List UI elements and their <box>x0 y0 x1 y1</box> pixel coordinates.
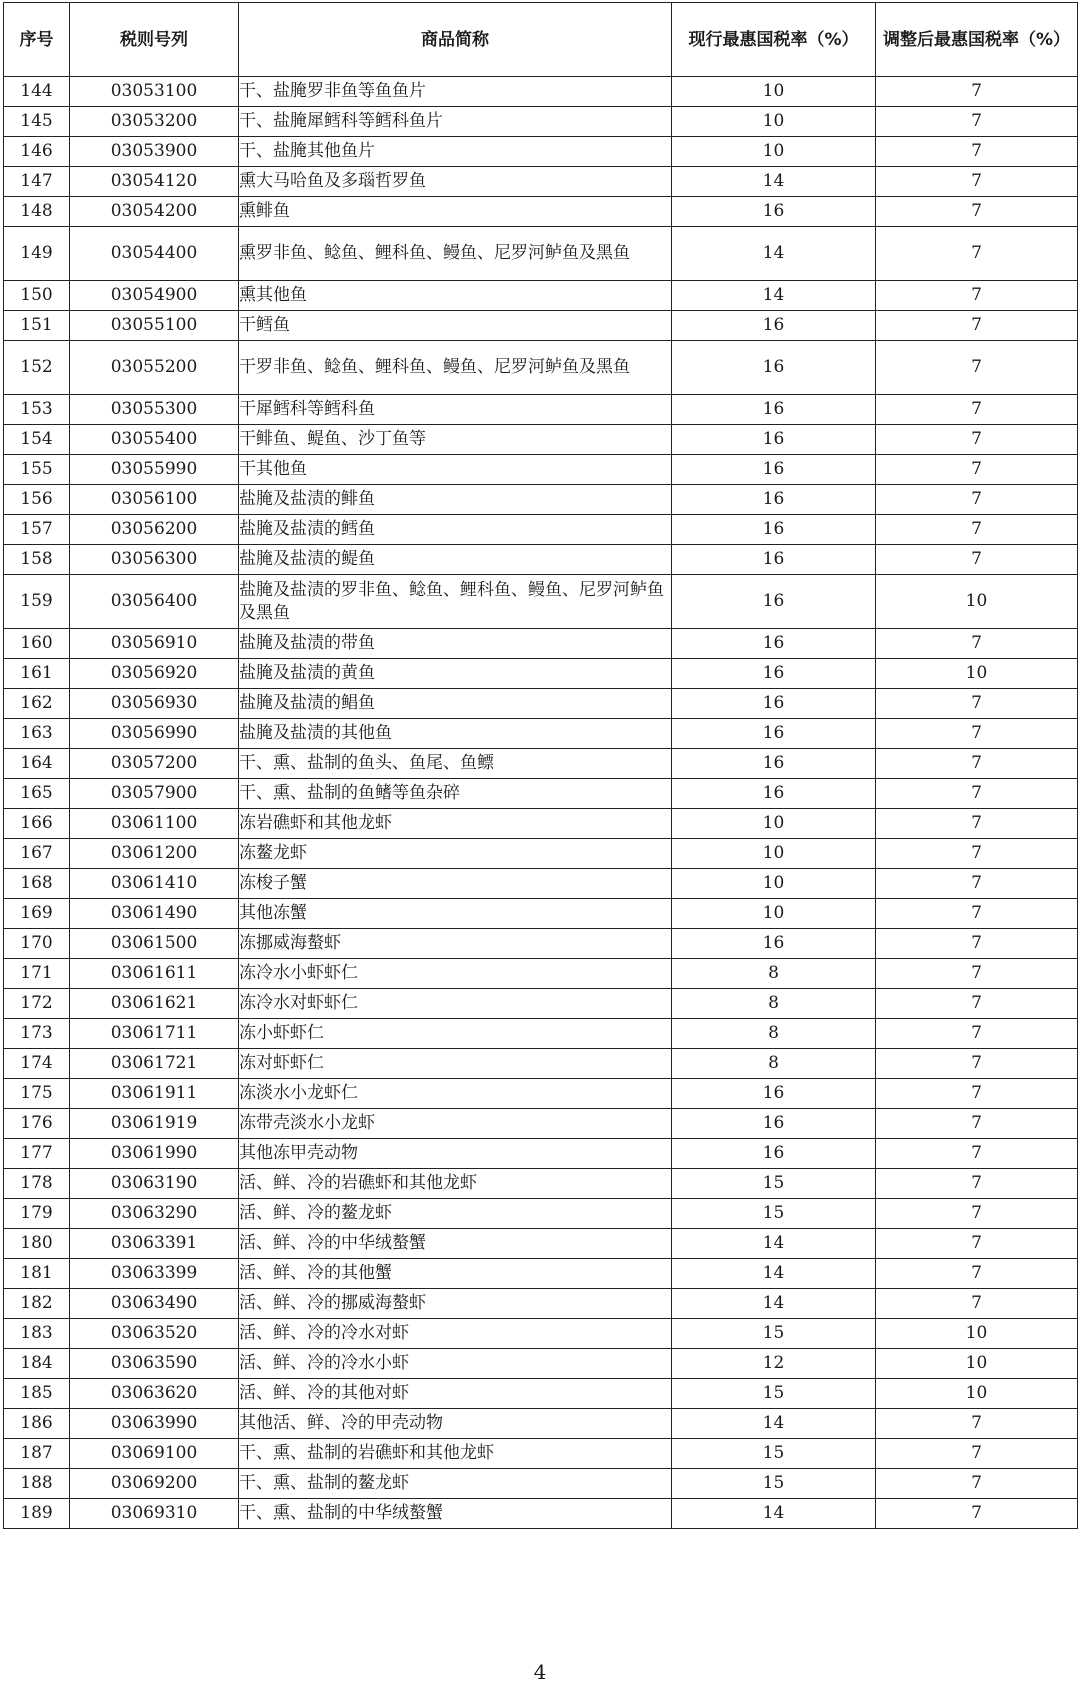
cell-adjusted-rate: 10 <box>876 575 1078 629</box>
cell-serial: 188 <box>4 1469 70 1499</box>
cell-serial: 173 <box>4 1019 70 1049</box>
cell-tariff-code: 03055990 <box>70 455 239 485</box>
cell-tariff-code: 03056300 <box>70 545 239 575</box>
header-serial: 序号 <box>4 3 70 77</box>
cell-serial: 186 <box>4 1409 70 1439</box>
cell-product-name: 干罗非鱼、鲶鱼、鲤科鱼、鳗鱼、尼罗河鲈鱼及黑鱼 <box>239 341 672 395</box>
cell-current-rate: 10 <box>672 839 876 869</box>
cell-product-name: 盐腌及盐渍的鲳鱼 <box>239 689 672 719</box>
cell-tariff-code: 03061410 <box>70 869 239 899</box>
cell-current-rate: 16 <box>672 311 876 341</box>
cell-serial: 145 <box>4 107 70 137</box>
header-current-rate: 现行最惠国税率（%） <box>672 3 876 77</box>
cell-tariff-code: 03057200 <box>70 749 239 779</box>
cell-current-rate: 16 <box>672 425 876 455</box>
cell-adjusted-rate: 7 <box>876 989 1078 1019</box>
cell-adjusted-rate: 7 <box>876 515 1078 545</box>
cell-product-name: 冻小虾虾仁 <box>239 1019 672 1049</box>
cell-tariff-code: 03063290 <box>70 1199 239 1229</box>
table-row <box>4 1019 1078 1049</box>
cell-adjusted-rate: 10 <box>876 1379 1078 1409</box>
table-row <box>4 1199 1078 1229</box>
cell-adjusted-rate: 7 <box>876 1229 1078 1259</box>
table-row <box>4 869 1078 899</box>
cell-tariff-code: 03061100 <box>70 809 239 839</box>
cell-serial: 179 <box>4 1199 70 1229</box>
cell-current-rate: 14 <box>672 1499 876 1529</box>
cell-product-name: 冻鳌龙虾 <box>239 839 672 869</box>
cell-serial: 154 <box>4 425 70 455</box>
cell-current-rate: 16 <box>672 197 876 227</box>
cell-adjusted-rate: 7 <box>876 869 1078 899</box>
cell-current-rate: 16 <box>672 485 876 515</box>
cell-current-rate: 14 <box>672 281 876 311</box>
cell-adjusted-rate: 7 <box>876 107 1078 137</box>
cell-tariff-code: 03054900 <box>70 281 239 311</box>
cell-adjusted-rate: 7 <box>876 1139 1078 1169</box>
cell-serial: 148 <box>4 197 70 227</box>
cell-current-rate: 15 <box>672 1469 876 1499</box>
cell-product-name: 其他冻甲壳动物 <box>239 1139 672 1169</box>
cell-product-name: 干、熏、盐制的鱼鳍等鱼杂碎 <box>239 779 672 809</box>
header-adjusted-rate: 调整后最惠国税率（%） <box>876 3 1078 77</box>
cell-adjusted-rate: 7 <box>876 749 1078 779</box>
cell-product-name: 干、盐腌其他鱼片 <box>239 137 672 167</box>
cell-adjusted-rate: 7 <box>876 281 1078 311</box>
cell-tariff-code: 03061490 <box>70 899 239 929</box>
cell-serial: 166 <box>4 809 70 839</box>
cell-serial: 187 <box>4 1439 70 1469</box>
cell-product-name: 熏鲱鱼 <box>239 197 672 227</box>
cell-product-name: 冻岩礁虾和其他龙虾 <box>239 809 672 839</box>
cell-serial: 189 <box>4 1499 70 1529</box>
cell-current-rate: 8 <box>672 959 876 989</box>
cell-adjusted-rate: 7 <box>876 455 1078 485</box>
cell-serial: 167 <box>4 839 70 869</box>
cell-serial: 144 <box>4 77 70 107</box>
cell-product-name: 盐腌及盐渍的罗非鱼、鲶鱼、鲤科鱼、鳗鱼、尼罗河鲈鱼及黑鱼 <box>239 575 672 629</box>
cell-product-name: 冻冷水对虾虾仁 <box>239 989 672 1019</box>
cell-tariff-code: 03061711 <box>70 1019 239 1049</box>
cell-current-rate: 16 <box>672 515 876 545</box>
cell-tariff-code: 03053200 <box>70 107 239 137</box>
cell-current-rate: 16 <box>672 929 876 959</box>
table-row <box>4 659 1078 689</box>
cell-serial: 181 <box>4 1259 70 1289</box>
cell-product-name: 活、鲜、冷的岩礁虾和其他龙虾 <box>239 1169 672 1199</box>
cell-serial: 165 <box>4 779 70 809</box>
cell-serial: 176 <box>4 1109 70 1139</box>
cell-product-name: 干、盐腌罗非鱼等鱼鱼片 <box>239 77 672 107</box>
table-row <box>4 749 1078 779</box>
cell-tariff-code: 03061621 <box>70 989 239 1019</box>
cell-current-rate: 8 <box>672 1019 876 1049</box>
cell-product-name: 干鳕鱼 <box>239 311 672 341</box>
cell-current-rate: 16 <box>672 1139 876 1169</box>
table-row <box>4 899 1078 929</box>
cell-serial: 184 <box>4 1349 70 1379</box>
table-row <box>4 1439 1078 1469</box>
cell-tariff-code: 03061500 <box>70 929 239 959</box>
cell-serial: 169 <box>4 899 70 929</box>
cell-current-rate: 15 <box>672 1319 876 1349</box>
cell-product-name: 盐腌及盐渍的鳕鱼 <box>239 515 672 545</box>
cell-tariff-code: 03069310 <box>70 1499 239 1529</box>
cell-tariff-code: 03063990 <box>70 1409 239 1439</box>
cell-current-rate: 16 <box>672 629 876 659</box>
cell-current-rate: 16 <box>672 545 876 575</box>
cell-tariff-code: 03061990 <box>70 1139 239 1169</box>
cell-product-name: 熏其他鱼 <box>239 281 672 311</box>
cell-product-name: 干犀鳕科等鳕科鱼 <box>239 395 672 425</box>
cell-current-rate: 14 <box>672 1229 876 1259</box>
cell-adjusted-rate: 7 <box>876 77 1078 107</box>
table-row <box>4 455 1078 485</box>
cell-tariff-code: 03063490 <box>70 1289 239 1319</box>
cell-adjusted-rate: 7 <box>876 1499 1078 1529</box>
cell-current-rate: 10 <box>672 137 876 167</box>
cell-adjusted-rate: 7 <box>876 1079 1078 1109</box>
cell-product-name: 活、鲜、冷的挪威海螯虾 <box>239 1289 672 1319</box>
table-row <box>4 167 1078 197</box>
table-row <box>4 485 1078 515</box>
table-row <box>4 689 1078 719</box>
cell-serial: 175 <box>4 1079 70 1109</box>
cell-adjusted-rate: 7 <box>876 629 1078 659</box>
cell-serial: 178 <box>4 1169 70 1199</box>
table-row <box>4 425 1078 455</box>
table-row <box>4 1499 1078 1529</box>
table-row <box>4 629 1078 659</box>
cell-serial: 170 <box>4 929 70 959</box>
cell-serial: 183 <box>4 1319 70 1349</box>
cell-product-name: 冻梭子蟹 <box>239 869 672 899</box>
cell-tariff-code: 03055200 <box>70 341 239 395</box>
cell-current-rate: 16 <box>672 455 876 485</box>
table-row <box>4 137 1078 167</box>
cell-adjusted-rate: 7 <box>876 395 1078 425</box>
table-row <box>4 779 1078 809</box>
table-row <box>4 809 1078 839</box>
tariff-table <box>3 2 1078 1529</box>
cell-current-rate: 16 <box>672 779 876 809</box>
cell-product-name: 熏罗非鱼、鲶鱼、鲤科鱼、鳗鱼、尼罗河鲈鱼及黑鱼 <box>239 227 672 281</box>
cell-serial: 185 <box>4 1379 70 1409</box>
cell-current-rate: 16 <box>672 719 876 749</box>
cell-adjusted-rate: 7 <box>876 809 1078 839</box>
cell-tariff-code: 03056920 <box>70 659 239 689</box>
cell-adjusted-rate: 7 <box>876 1409 1078 1439</box>
cell-product-name: 盐腌及盐渍的其他鱼 <box>239 719 672 749</box>
cell-tariff-code: 03056930 <box>70 689 239 719</box>
table-row <box>4 1409 1078 1439</box>
cell-current-rate: 10 <box>672 899 876 929</box>
cell-product-name: 其他冻蟹 <box>239 899 672 929</box>
cell-current-rate: 8 <box>672 1049 876 1079</box>
table-row <box>4 311 1078 341</box>
cell-product-name: 冻带壳淡水小龙虾 <box>239 1109 672 1139</box>
cell-current-rate: 16 <box>672 689 876 719</box>
table-row <box>4 1259 1078 1289</box>
cell-serial: 164 <box>4 749 70 779</box>
cell-tariff-code: 03056200 <box>70 515 239 545</box>
cell-serial: 155 <box>4 455 70 485</box>
cell-adjusted-rate: 7 <box>876 1169 1078 1199</box>
cell-tariff-code: 03055100 <box>70 311 239 341</box>
cell-current-rate: 16 <box>672 395 876 425</box>
cell-product-name: 盐腌及盐渍的黄鱼 <box>239 659 672 689</box>
table-row <box>4 1079 1078 1109</box>
table-row <box>4 575 1078 629</box>
cell-current-rate: 15 <box>672 1169 876 1199</box>
cell-product-name: 活、鲜、冷的冷水小虾 <box>239 1349 672 1379</box>
cell-adjusted-rate: 7 <box>876 485 1078 515</box>
cell-tariff-code: 03056910 <box>70 629 239 659</box>
cell-tariff-code: 03061611 <box>70 959 239 989</box>
cell-adjusted-rate: 7 <box>876 545 1078 575</box>
table-row <box>4 1349 1078 1379</box>
cell-product-name: 干、盐腌犀鳕科等鳕科鱼片 <box>239 107 672 137</box>
cell-product-name: 干、熏、盐制的鱼头、鱼尾、鱼鳔 <box>239 749 672 779</box>
cell-adjusted-rate: 10 <box>876 1349 1078 1379</box>
cell-tariff-code: 03053100 <box>70 77 239 107</box>
table-row <box>4 77 1078 107</box>
cell-tariff-code: 03063620 <box>70 1379 239 1409</box>
cell-current-rate: 16 <box>672 749 876 779</box>
table-row <box>4 341 1078 395</box>
cell-adjusted-rate: 7 <box>876 959 1078 989</box>
table-row <box>4 929 1078 959</box>
cell-adjusted-rate: 7 <box>876 1019 1078 1049</box>
cell-adjusted-rate: 7 <box>876 929 1078 959</box>
cell-adjusted-rate: 7 <box>876 719 1078 749</box>
table-row <box>4 1169 1078 1199</box>
cell-serial: 157 <box>4 515 70 545</box>
cell-tariff-code: 03054200 <box>70 197 239 227</box>
cell-adjusted-rate: 7 <box>876 689 1078 719</box>
cell-adjusted-rate: 7 <box>876 167 1078 197</box>
cell-current-rate: 8 <box>672 989 876 1019</box>
cell-serial: 158 <box>4 545 70 575</box>
header-tariff-code: 税则号列 <box>70 3 239 77</box>
cell-tariff-code: 03061721 <box>70 1049 239 1079</box>
cell-serial: 151 <box>4 311 70 341</box>
cell-current-rate: 16 <box>672 1079 876 1109</box>
cell-product-name: 干鲱鱼、鳀鱼、沙丁鱼等 <box>239 425 672 455</box>
cell-current-rate: 14 <box>672 227 876 281</box>
cell-serial: 168 <box>4 869 70 899</box>
cell-product-name: 盐腌及盐渍的鲱鱼 <box>239 485 672 515</box>
cell-adjusted-rate: 7 <box>876 137 1078 167</box>
cell-product-name: 盐腌及盐渍的带鱼 <box>239 629 672 659</box>
cell-current-rate: 14 <box>672 1259 876 1289</box>
cell-adjusted-rate: 7 <box>876 311 1078 341</box>
cell-product-name: 活、鲜、冷的中华绒螯蟹 <box>239 1229 672 1259</box>
cell-adjusted-rate: 7 <box>876 1199 1078 1229</box>
cell-serial: 153 <box>4 395 70 425</box>
table-row <box>4 515 1078 545</box>
cell-current-rate: 10 <box>672 869 876 899</box>
cell-serial: 163 <box>4 719 70 749</box>
table-row <box>4 1229 1078 1259</box>
cell-current-rate: 10 <box>672 77 876 107</box>
cell-current-rate: 10 <box>672 107 876 137</box>
table-row <box>4 1289 1078 1319</box>
table-row <box>4 545 1078 575</box>
cell-product-name: 干、熏、盐制的中华绒螯蟹 <box>239 1499 672 1529</box>
cell-current-rate: 15 <box>672 1379 876 1409</box>
cell-adjusted-rate: 7 <box>876 197 1078 227</box>
table-row <box>4 719 1078 749</box>
table-header-row <box>4 3 1078 77</box>
cell-tariff-code: 03061919 <box>70 1109 239 1139</box>
table-row <box>4 197 1078 227</box>
table-row <box>4 839 1078 869</box>
cell-current-rate: 16 <box>672 1109 876 1139</box>
cell-current-rate: 14 <box>672 1409 876 1439</box>
cell-product-name: 其他活、鲜、冷的甲壳动物 <box>239 1409 672 1439</box>
cell-product-name: 干、熏、盐制的岩礁虾和其他龙虾 <box>239 1439 672 1469</box>
cell-tariff-code: 03069200 <box>70 1469 239 1499</box>
table-row <box>4 1469 1078 1499</box>
cell-serial: 146 <box>4 137 70 167</box>
table-row <box>4 1049 1078 1079</box>
cell-tariff-code: 03056400 <box>70 575 239 629</box>
table-row <box>4 107 1078 137</box>
cell-product-name: 冻淡水小龙虾仁 <box>239 1079 672 1109</box>
cell-adjusted-rate: 7 <box>876 1289 1078 1319</box>
cell-current-rate: 10 <box>672 809 876 839</box>
cell-product-name: 活、鲜、冷的其他对虾 <box>239 1379 672 1409</box>
cell-tariff-code: 03056100 <box>70 485 239 515</box>
cell-adjusted-rate: 7 <box>876 779 1078 809</box>
table-row <box>4 1139 1078 1169</box>
cell-current-rate: 15 <box>672 1199 876 1229</box>
cell-serial: 152 <box>4 341 70 395</box>
cell-adjusted-rate: 7 <box>876 1259 1078 1289</box>
cell-product-name: 盐腌及盐渍的鳀鱼 <box>239 545 672 575</box>
cell-tariff-code: 03055300 <box>70 395 239 425</box>
table-row <box>4 227 1078 281</box>
cell-tariff-code: 03057900 <box>70 779 239 809</box>
cell-adjusted-rate: 7 <box>876 1049 1078 1079</box>
table-row <box>4 281 1078 311</box>
cell-serial: 150 <box>4 281 70 311</box>
table-row <box>4 959 1078 989</box>
cell-product-name: 活、鲜、冷的冷水对虾 <box>239 1319 672 1349</box>
cell-product-name: 干、熏、盐制的鳌龙虾 <box>239 1469 672 1499</box>
table-body <box>4 77 1078 1529</box>
cell-tariff-code: 03063391 <box>70 1229 239 1259</box>
cell-tariff-code: 03063190 <box>70 1169 239 1199</box>
cell-product-name: 冻冷水小虾虾仁 <box>239 959 672 989</box>
cell-adjusted-rate: 7 <box>876 425 1078 455</box>
cell-tariff-code: 03061200 <box>70 839 239 869</box>
cell-tariff-code: 03054120 <box>70 167 239 197</box>
cell-adjusted-rate: 7 <box>876 341 1078 395</box>
cell-tariff-code: 03063520 <box>70 1319 239 1349</box>
cell-tariff-code: 03061911 <box>70 1079 239 1109</box>
cell-serial: 172 <box>4 989 70 1019</box>
cell-adjusted-rate: 10 <box>876 1319 1078 1349</box>
cell-serial: 156 <box>4 485 70 515</box>
cell-adjusted-rate: 7 <box>876 1109 1078 1139</box>
cell-adjusted-rate: 7 <box>876 227 1078 281</box>
cell-current-rate: 12 <box>672 1349 876 1379</box>
cell-product-name: 冻对虾虾仁 <box>239 1049 672 1079</box>
cell-product-name: 熏大马哈鱼及多瑙哲罗鱼 <box>239 167 672 197</box>
cell-current-rate: 16 <box>672 575 876 629</box>
cell-tariff-code: 03063399 <box>70 1259 239 1289</box>
cell-serial: 174 <box>4 1049 70 1079</box>
cell-product-name: 干其他鱼 <box>239 455 672 485</box>
cell-current-rate: 14 <box>672 1289 876 1319</box>
cell-product-name: 冻挪威海螯虾 <box>239 929 672 959</box>
cell-serial: 161 <box>4 659 70 689</box>
cell-product-name: 活、鲜、冷的鳌龙虾 <box>239 1199 672 1229</box>
cell-product-name: 活、鲜、冷的其他蟹 <box>239 1259 672 1289</box>
cell-tariff-code: 03063590 <box>70 1349 239 1379</box>
page-number: 4 <box>533 1660 547 1684</box>
table-row <box>4 1379 1078 1409</box>
cell-current-rate: 14 <box>672 167 876 197</box>
cell-tariff-code: 03069100 <box>70 1439 239 1469</box>
cell-current-rate: 16 <box>672 659 876 689</box>
cell-adjusted-rate: 7 <box>876 1439 1078 1469</box>
cell-serial: 182 <box>4 1289 70 1319</box>
cell-serial: 177 <box>4 1139 70 1169</box>
cell-serial: 180 <box>4 1229 70 1259</box>
cell-tariff-code: 03053900 <box>70 137 239 167</box>
cell-serial: 171 <box>4 959 70 989</box>
cell-adjusted-rate: 7 <box>876 899 1078 929</box>
cell-tariff-code: 03055400 <box>70 425 239 455</box>
cell-tariff-code: 03056990 <box>70 719 239 749</box>
cell-current-rate: 16 <box>672 341 876 395</box>
table-row <box>4 395 1078 425</box>
cell-serial: 147 <box>4 167 70 197</box>
header-product-name: 商品简称 <box>239 3 672 77</box>
cell-serial: 162 <box>4 689 70 719</box>
cell-tariff-code: 03054400 <box>70 227 239 281</box>
cell-serial: 149 <box>4 227 70 281</box>
cell-adjusted-rate: 7 <box>876 1469 1078 1499</box>
cell-adjusted-rate: 7 <box>876 839 1078 869</box>
cell-serial: 160 <box>4 629 70 659</box>
table-row <box>4 989 1078 1019</box>
cell-adjusted-rate: 10 <box>876 659 1078 689</box>
cell-current-rate: 15 <box>672 1439 876 1469</box>
cell-serial: 159 <box>4 575 70 629</box>
table-row <box>4 1109 1078 1139</box>
table-row <box>4 1319 1078 1349</box>
